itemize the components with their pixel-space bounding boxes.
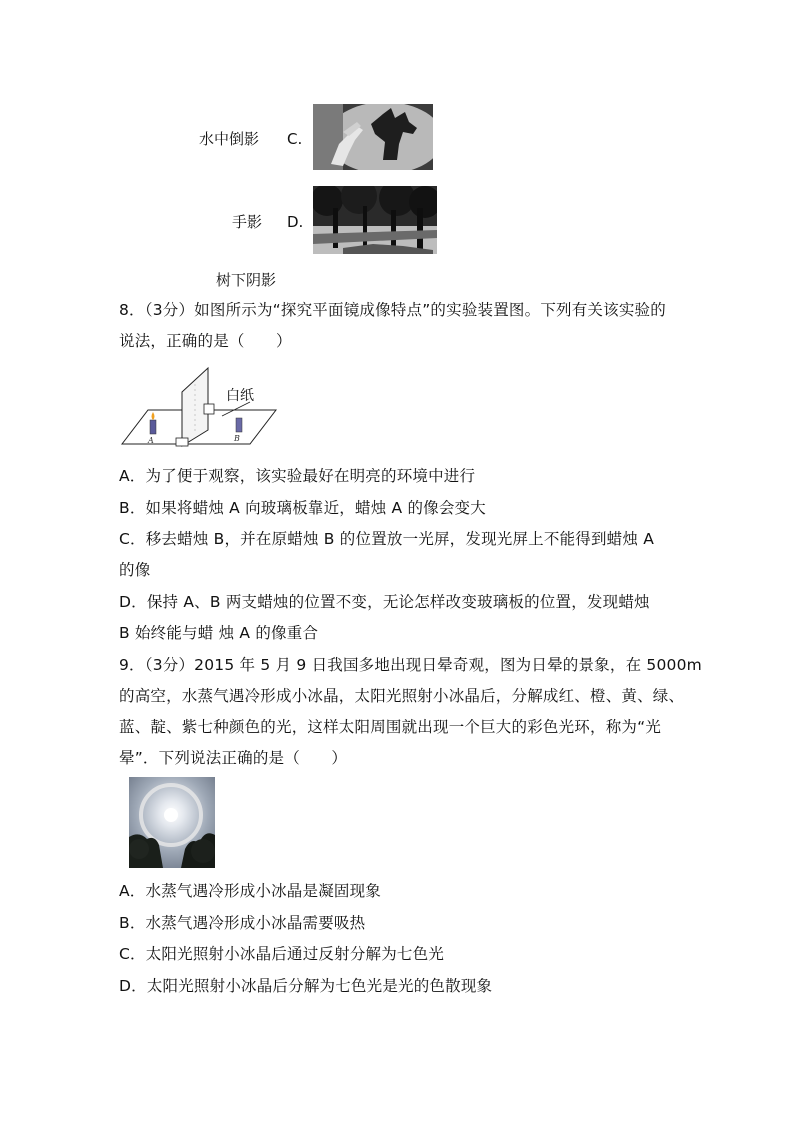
white-paper-label: 白纸 bbox=[226, 388, 254, 404]
q9-stem-line3: 蓝、靛、紫七种颜色的光，这样太阳周围就出现一个巨大的彩色光环，称为“光 bbox=[119, 718, 662, 736]
q8-option-d-cont: B 始终能与蜡 烛 A 的像重合 bbox=[119, 624, 319, 642]
option-label-tree-shade: 树下阴影 bbox=[216, 271, 277, 289]
mirror-experiment-figure bbox=[120, 364, 280, 448]
q8-stem-line1: 8．（3分）如图所示为“探究平面镜成像特点”的实验装置图。下列有关该实验的 bbox=[119, 301, 666, 319]
q9-option-a: A．水蒸气遇冷形成小冰晶是凝固现象 bbox=[119, 882, 382, 900]
candle-b-label: B bbox=[234, 434, 240, 443]
tree-shade-image bbox=[313, 186, 437, 254]
q8-option-a: A．为了便于观察，该实验最好在明亮的环境中进行 bbox=[119, 467, 476, 485]
q9-option-d: D．太阳光照射小冰晶后分解为七色光是光的色散现象 bbox=[119, 977, 493, 995]
q8-option-c: C．移去蜡烛 B，并在原蜡烛 B 的位置放一光屏，发现光屏上不能得到蜡烛 A bbox=[119, 530, 655, 548]
q9-option-b: B．水蒸气遇冷形成小冰晶需要吸热 bbox=[119, 914, 366, 932]
hand-shadow-image bbox=[313, 104, 433, 170]
candle-a-label: A bbox=[148, 436, 154, 445]
option-letter-c: C. bbox=[287, 130, 303, 148]
q9-option-c: C．太阳光照射小冰晶后通过反射分解为七色光 bbox=[119, 945, 445, 963]
q8-option-c-cont: 的像 bbox=[119, 561, 151, 579]
q8-option-b: B．如果将蜡烛 A 向玻璃板靠近，蜡烛 A 的像会变大 bbox=[119, 499, 486, 517]
q9-stem-line2: 的高空，水蒸气遇冷形成小冰晶，太阳光照射小冰晶后，分解成红、橙、黄、绿、 bbox=[119, 687, 685, 705]
q9-stem-line1: 9．（3分）2015 年 5 月 9 日我国多地出现日晕奇观，图为日晕的景象，在 5000m bbox=[119, 656, 702, 674]
option-label-water-reflection: 水中倒影 bbox=[199, 130, 260, 148]
option-label-hand-shadow: 手影 bbox=[232, 213, 263, 231]
q8-option-d: D．保持 A、B 两支蜡烛的位置不变，无论怎样改变玻璃板的位置，发现蜡烛 bbox=[119, 593, 650, 611]
q9-stem-line4: 晕”．下列说法正确的是（ ） bbox=[119, 749, 348, 767]
option-letter-d: D. bbox=[287, 213, 304, 231]
solar-halo-photo bbox=[129, 777, 215, 868]
q8-stem-line2: 说法，正确的是（ ） bbox=[119, 332, 292, 350]
